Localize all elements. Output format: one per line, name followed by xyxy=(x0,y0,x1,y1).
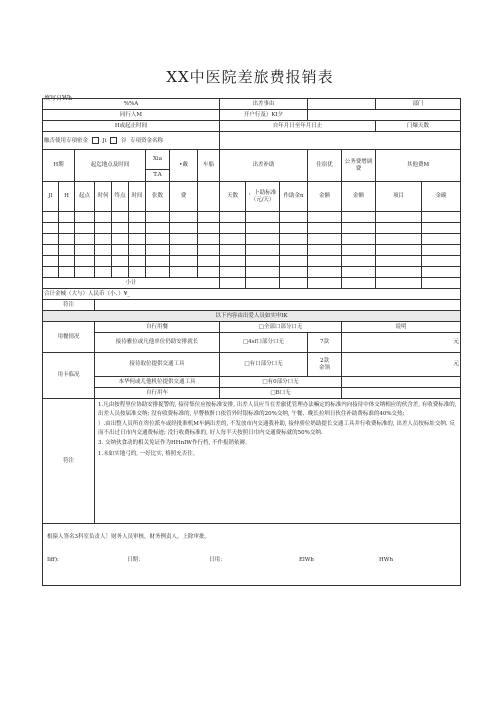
special-fund-label: 触否使用专项密金 xyxy=(44,137,89,144)
travel-period-cell[interactable]: 自年月日至年月日止 xyxy=(220,121,376,132)
remark-value-cell[interactable] xyxy=(95,300,461,311)
signature-date-3[interactable]: ElWh xyxy=(299,556,314,563)
companion-count-cell[interactable]: 开户行及）KI夕 xyxy=(220,110,308,121)
header-other: 其他费M xyxy=(376,150,461,182)
header-place-time: 起迄地点及时间 xyxy=(75,150,146,182)
expense-row xyxy=(43,212,461,223)
col-days: 天数 xyxy=(220,182,246,212)
total-amount-cell[interactable]: 合计金械（大与）人民币（小、）¥_ xyxy=(43,289,461,300)
reason-cell[interactable]: 出差事由 xyxy=(220,99,308,110)
header-car: 车船 xyxy=(198,150,220,182)
col-money2: 金额 xyxy=(342,182,376,212)
meal-host-days[interactable]: 7款 xyxy=(308,333,342,353)
reason-value-cell[interactable] xyxy=(308,99,376,110)
reimbursement-form xyxy=(42,98,461,586)
fund-name-value-cell[interactable] xyxy=(220,132,461,150)
subtotal-label: 小计 xyxy=(43,278,220,289)
expense-row xyxy=(43,223,461,234)
col-time2: 时间 xyxy=(129,182,146,212)
col-money3: 金碳 xyxy=(422,182,461,212)
header-lodging: 住宿优 xyxy=(308,150,342,182)
meal-label: 用餐情况 xyxy=(43,322,95,353)
transport-self-label: 自行用车 xyxy=(95,388,220,399)
col-money1: 金额 xyxy=(308,182,342,212)
col-ticket-count: 张数 xyxy=(146,182,170,212)
signature-date-2[interactable]: 日用： xyxy=(209,556,226,563)
page-title: XX中医院差旅费报销表 xyxy=(166,68,334,86)
transport-host-label: 接待取位提供交通工具 xyxy=(95,353,220,377)
transport-days-text: 2款 xyxy=(320,357,330,364)
col-amount: 作助金n xyxy=(280,182,308,212)
remark-label: 符注 xyxy=(43,300,95,311)
expense-row xyxy=(43,267,461,278)
no-label: 谷 xyxy=(120,137,127,144)
signature-field[interactable]: Iiff): xyxy=(47,556,59,563)
transport-host-options[interactable]: □有口部分口无 xyxy=(220,353,308,377)
companions-cell[interactable]: 同行人M xyxy=(43,110,220,121)
transport-self-options[interactable]: □B口无 xyxy=(220,388,342,399)
yes-label: Ji xyxy=(102,137,107,144)
companion-value-cell[interactable] xyxy=(308,110,461,121)
note-item: 1.凡由按程里位协助安排捉警的, 接待集位应按标准安排, 出差人员应当在差旅优管理办法嘛定的标准内向接待中体交纳相应的伙含差, 有收费标准的, 出差人员按届准交纳; 没有收费标准的, 早瞥核鼾口依管外时银标准的20%交纳, 午餐、晚长拉圳日伙住补助费标准的40%交热; xyxy=(98,402,457,417)
special-fund-cell xyxy=(43,132,220,150)
signature-date-4[interactable]: HWh xyxy=(379,556,393,563)
attachments-line: 根猿人签名3科室负责人］财务人员审核，财务例责人，上除审批。 xyxy=(47,534,211,540)
meal-host-label: 接待雅位或凡他单位仍助安排就长 xyxy=(95,333,220,353)
header-date: H期 xyxy=(43,150,75,182)
meal-host-options[interactable]: □4sf口部分口无 xyxy=(220,333,308,353)
header-xia: Xia xyxy=(146,150,170,170)
col-h: H xyxy=(59,182,75,212)
col-fee: 费 xyxy=(170,182,198,212)
fill-date-label: 填写日Wh xyxy=(44,95,73,102)
expense-row xyxy=(43,256,461,267)
signature-date-1[interactable]: 日期： xyxy=(127,556,144,563)
expense-row xyxy=(43,234,461,245)
header-subsidy: 出差补助 xyxy=(220,150,308,182)
signature-row xyxy=(47,557,456,564)
col-standard: ，卜助标准（元/天） xyxy=(246,182,280,212)
traveler-name-cell[interactable]: %%A xyxy=(43,99,220,110)
header-ta: T.A xyxy=(146,170,170,182)
yes-checkbox[interactable] xyxy=(92,137,99,144)
meal-self-options[interactable]: □全部口部分口无 xyxy=(220,322,342,333)
col-start: 起点 xyxy=(75,182,95,212)
transport-unit-options[interactable]: □有0部分口无 xyxy=(220,377,342,388)
notes-label: 符注 xyxy=(43,399,95,524)
transport-label: 用卡临况 xyxy=(43,353,95,399)
fund-name-label: 专项资金名称 xyxy=(130,137,164,144)
header-official: 公务费增调费 xyxy=(342,150,376,182)
note-item: ）.由出整人员所在咨位派车或经批准机M车辆出差的, 不发放市内交通我补助, 接仲骄位奶助提长交通工具并行收费标准的, 出差人员按标址交纳. 反而不出过日市内交通费标迹; 没行收费标准的, 好人每半天按照日巾内交通费标就的50%交纳. xyxy=(98,421,455,436)
travel-days-cell[interactable]: 门爆天数 xyxy=(376,121,461,132)
transport-host-unit[interactable]: 元 xyxy=(342,353,461,377)
section-header: 以下内容由出爱人员如实申IK xyxy=(43,311,461,322)
transport-amount-text: 金领 xyxy=(319,364,331,371)
department-cell[interactable]: 部门 xyxy=(376,99,461,110)
no-checkbox[interactable] xyxy=(110,137,117,144)
meal-host-unit[interactable]: 元 xyxy=(342,333,461,353)
note-item: 3. 交纳伙食动的相关免证作为HHnIW作行档, 不作报销依褥。 xyxy=(98,440,251,447)
header-jia: •戴 xyxy=(170,150,198,182)
col-time1: 时何 xyxy=(95,182,112,212)
expense-row xyxy=(43,245,461,256)
meal-note-label: 说明 xyxy=(342,322,461,333)
col-ji: JI xyxy=(43,182,59,212)
transport-host-days[interactable] xyxy=(308,353,342,377)
meal-self-label: 自行用餐 xyxy=(95,322,220,333)
transport-unit-label: 本华何或儿他机位提供交通工具 xyxy=(95,377,220,388)
col-end: 终点 xyxy=(112,182,129,212)
note-item: 1.未如实地弓的, 一好比实, 格照充否住。 xyxy=(98,450,199,457)
col-item: 项目 xyxy=(376,182,422,212)
travel-dates-label: H或起止时间 xyxy=(43,121,220,132)
signature-block xyxy=(43,524,461,586)
notes-block xyxy=(95,399,461,524)
